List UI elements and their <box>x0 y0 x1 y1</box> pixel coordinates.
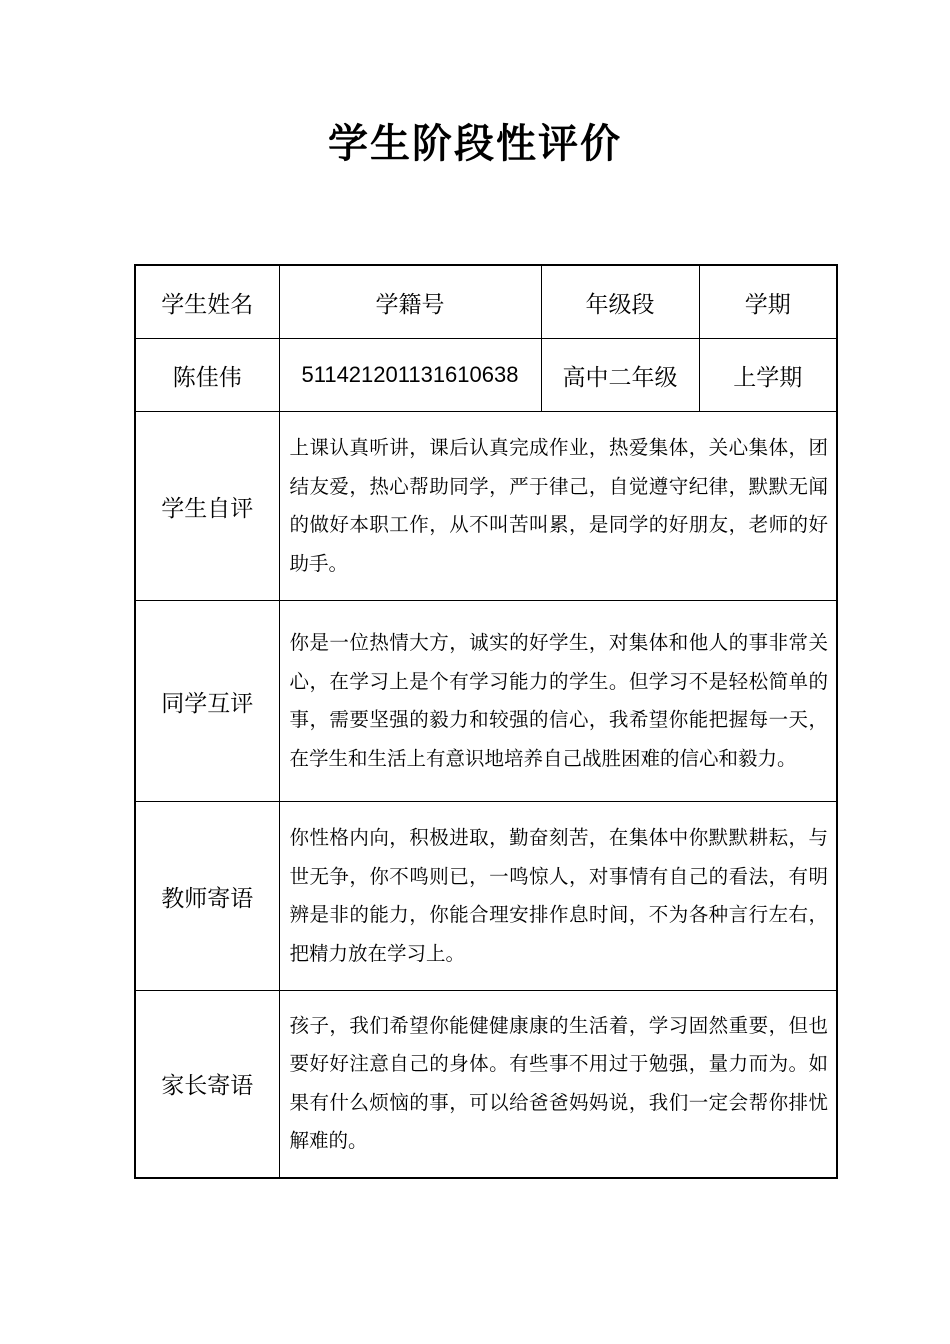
section-label: 学生自评 <box>135 412 279 601</box>
student-name: 陈佳伟 <box>135 339 279 412</box>
section-text: 上课认真听讲，课后认真完成作业，热爱集体，关心集体，团结友爱，热心帮助同学，严于律己，自觉遵守纪律，默默无闻的做好本职工作，从不叫苦叫累，是同学的好朋友，老师的好助手。 <box>279 412 837 601</box>
document-title: 学生阶段性评价 <box>328 121 622 167</box>
student-term: 上学期 <box>699 339 837 412</box>
header-student-id: 学籍号 <box>279 265 541 339</box>
section-label: 同学互评 <box>135 601 279 802</box>
student-grade: 高中二年级 <box>541 339 699 412</box>
header-name: 学生姓名 <box>135 265 279 339</box>
record-row <box>135 339 837 412</box>
header-row <box>135 265 837 339</box>
evaluation-table <box>134 264 838 1179</box>
section-text: 你性格内向，积极进取，勤奋刻苦，在集体中你默默耕耘，与世无争，你不鸣则已，一鸣惊人，对事情有自己的看法，有明辨是非的能力，你能合理安排作息时间，不为各种言行左右，把精力放在学习上。 <box>279 802 837 991</box>
section-row-peer-evaluation <box>135 601 837 802</box>
section-text: 你是一位热情大方，诚实的好学生，对集体和他人的事非常关心，在学习上是个有学习能力的学生。但学习不是轻松简单的事，需要坚强的毅力和较强的信心，我希望你能把握每一天，在学生和生活上有意识地培养自己战胜困难的信心和毅力。 <box>279 601 837 802</box>
section-row-parent-message <box>135 991 837 1178</box>
section-row-teacher-message <box>135 802 837 991</box>
header-term: 学期 <box>699 265 837 339</box>
section-row-self-evaluation <box>135 412 837 601</box>
section-text: 孩子，我们希望你能健健康康的生活着，学习固然重要，但也要好好注意自己的身体。有些事不用过于勉强，量力而为。如果有什么烦恼的事，可以给爸爸妈妈说，我们一定会帮你排忧解难的。 <box>279 991 837 1178</box>
section-label: 家长寄语 <box>135 991 279 1178</box>
header-grade: 年级段 <box>541 265 699 339</box>
section-label: 教师寄语 <box>135 802 279 991</box>
student-id-number: 511421201131610638 <box>279 339 541 412</box>
